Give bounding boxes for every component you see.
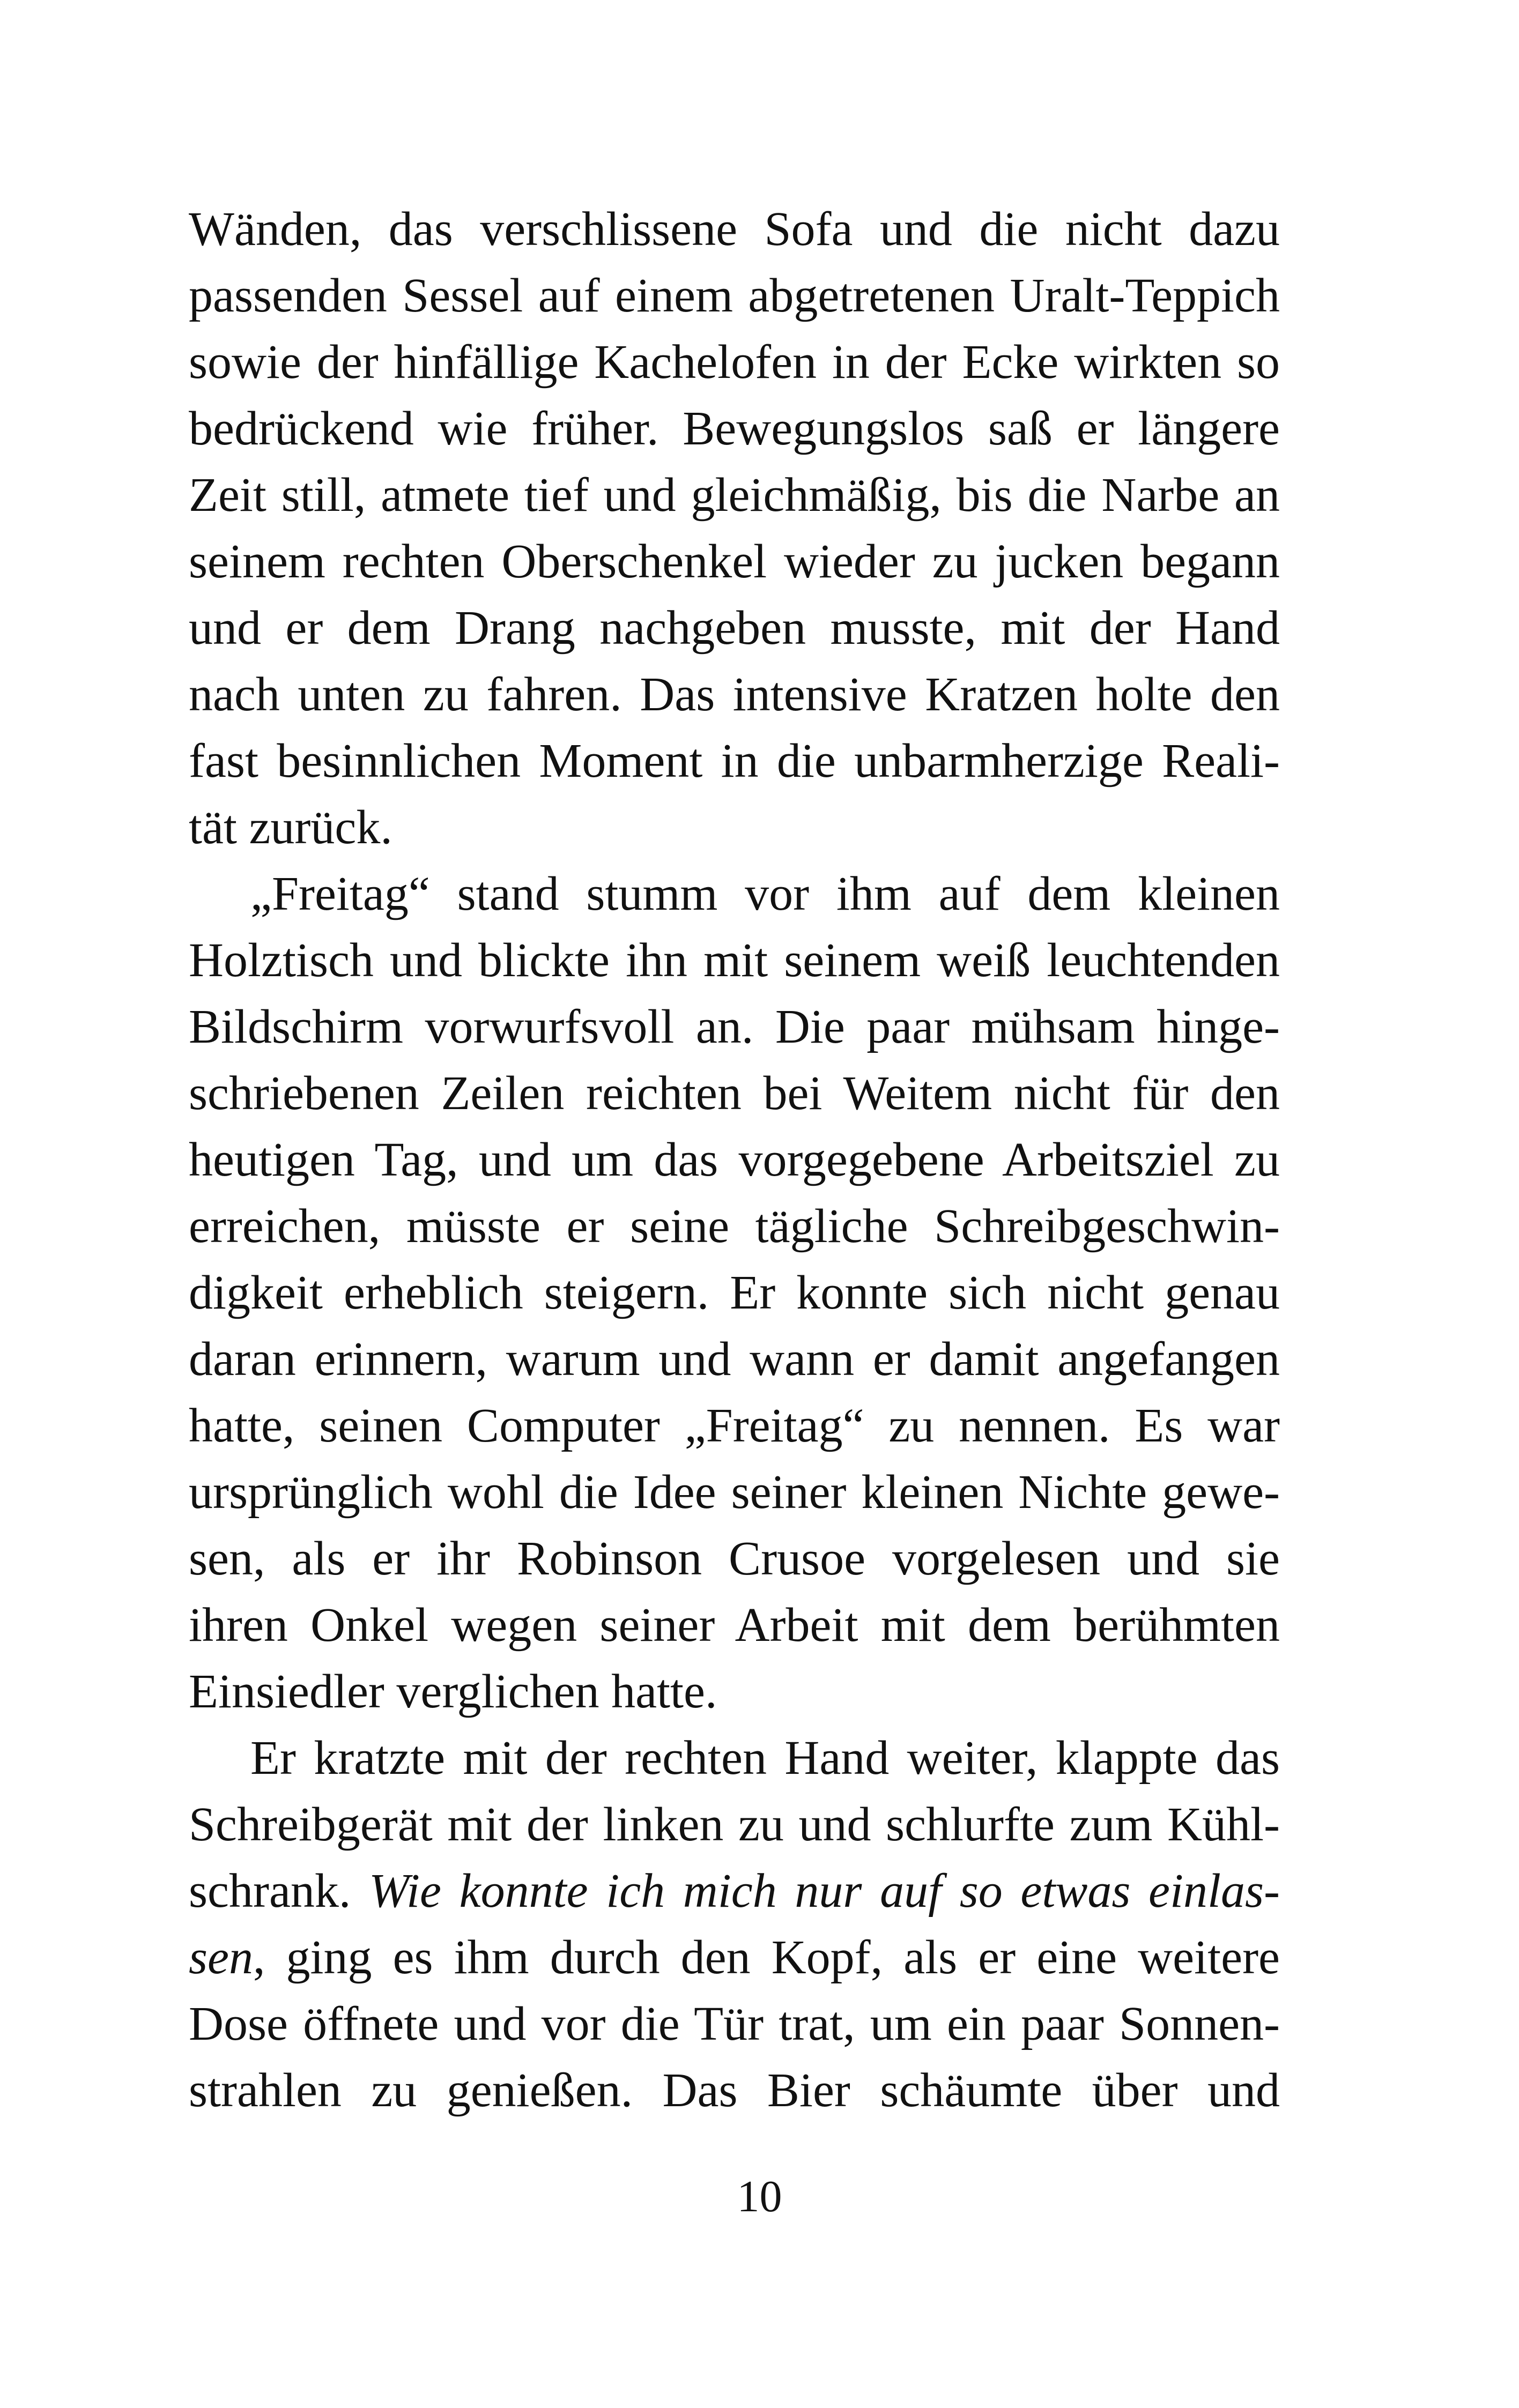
text-line: seinem rechten Oberschenkel wieder zu jucken begann [189, 535, 1280, 588]
text-line: ursprünglich wohl die Idee seiner kleinen Nichte gewe- [189, 1466, 1280, 1519]
text-line: heutigen Tag, und um das vorgegebene Arbeitsziel zu [189, 1133, 1280, 1186]
text-line: ihren Onkel wegen seiner Arbeit mit dem berühmten [189, 1599, 1280, 1652]
text-line: passenden Sessel auf einem abgetretenen Uralt-Teppich [189, 269, 1280, 322]
text-line: daran erinnern, warum und wann er damit angefangen [189, 1333, 1280, 1386]
text-line: Einsiedler verglichen hatte. [189, 1665, 717, 1718]
text-line: nach unten zu fahren. Das intensive Kratzen holte den [189, 668, 1280, 721]
text-line: Schreibgerät mit der linken zu und schlurfte zum Kühl- [189, 1798, 1280, 1851]
text-line: hatte, seinen Computer „Freitag“ zu nennen. Es war [189, 1399, 1280, 1452]
text-line: Er kratzte mit der rechten Hand weiter, klappte das [250, 1731, 1280, 1785]
text-line: schriebenen Zeilen reichten bei Weitem nicht für den [189, 1067, 1280, 1120]
text-line: Zeit still, atmete tief und gleichmäßig, bis die Narbe an [189, 469, 1280, 522]
text-line: und er dem Drang nachgeben musste, mit der Hand [189, 601, 1280, 655]
text-line: Dose öffnete und vor die Tür trat, um ein paar Sonnen- [189, 1997, 1280, 2050]
text-line: bedrückend wie früher. Bewegungslos saß er längere [189, 402, 1280, 455]
text-line: Holztisch und blickte ihn mit seinem weiß leuchtenden [189, 934, 1280, 987]
text-span: , ging es ihm durch den Kopf, als er eine weitere [253, 1931, 1280, 1984]
text-line-with-italic [189, 1924, 1280, 1991]
text-line-with-italic [189, 1858, 1280, 1924]
page-number: 10 [737, 2172, 782, 2221]
text-line: sowie der hinfällige Kachelofen in der Ecke wirkten so [189, 336, 1280, 389]
text-line: Bildschirm vorwurfsvoll an. Die paar mühsam hinge- [189, 1000, 1280, 1053]
text-line: tät zurück. [189, 801, 392, 854]
text-line: sen, als er ihr Robinson Crusoe vorgelesen und sie [189, 1532, 1280, 1585]
text-line: Wänden, das verschlissene Sofa und die nicht dazu [189, 203, 1280, 256]
body-text [189, 196, 1280, 2124]
text-line: „Freitag“ stand stumm vor ihm auf dem kleinen [250, 867, 1280, 920]
text-span: schrank. [189, 1864, 369, 1918]
text-line: erreichen, müsste er seine tägliche Schreibgeschwin- [189, 1200, 1280, 1253]
italic-thought: sen [189, 1931, 253, 1984]
italic-thought: Wie konnte ich mich nur auf so etwas einlas- [369, 1864, 1280, 1918]
text-line: fast besinnlichen Moment in die unbarmherzige Reali- [189, 734, 1280, 787]
text-line: strahlen zu genießen. Das Bier schäumte über und [189, 2064, 1280, 2117]
text-line: digkeit erheblich steigern. Er konnte sich nicht genau [189, 1266, 1280, 1319]
